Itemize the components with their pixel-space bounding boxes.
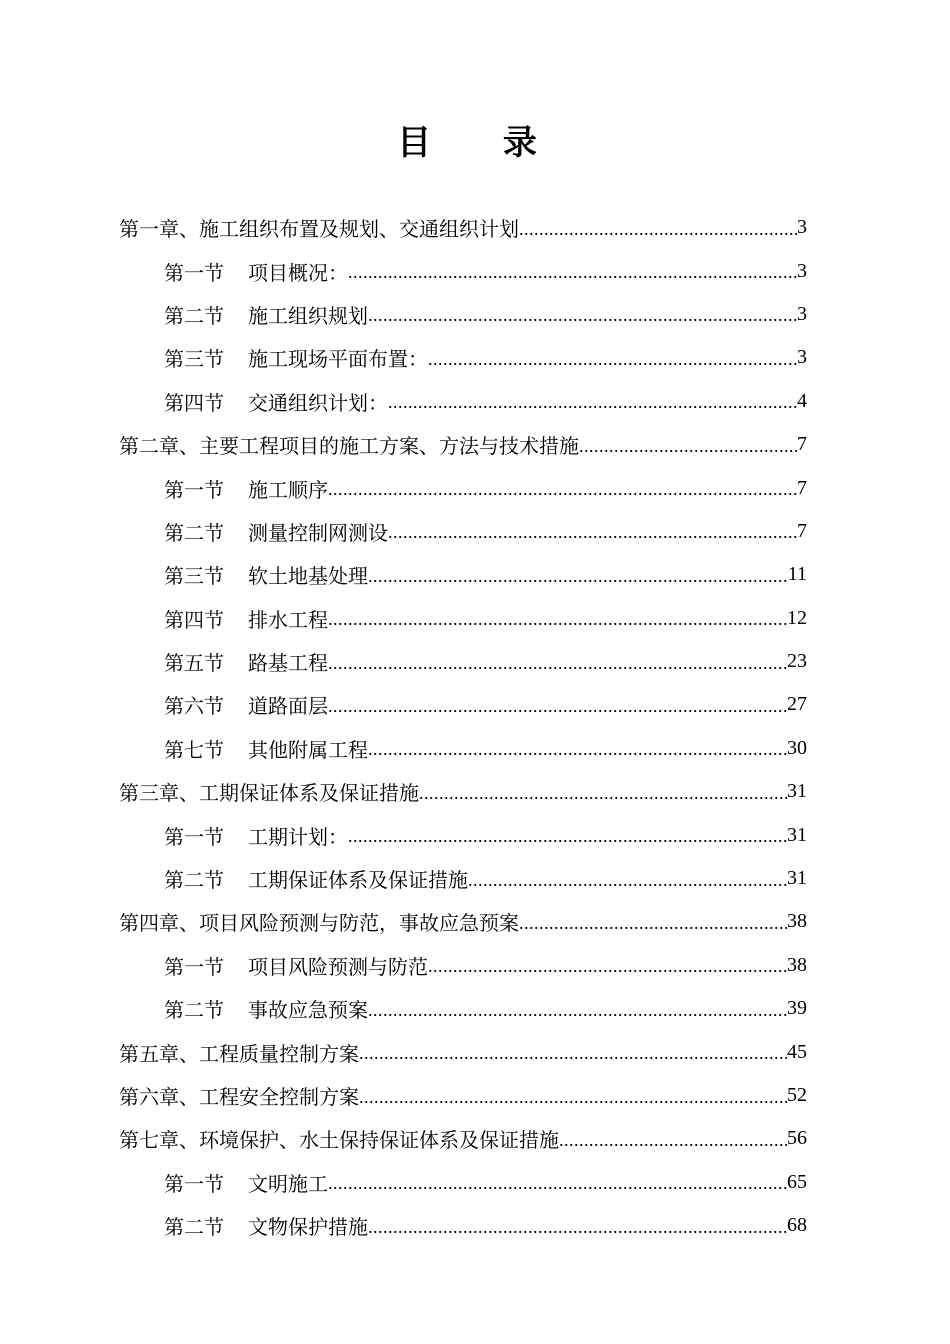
toc-entry-label: 项目风险预测与防范 [248,954,428,979]
toc-dot-leader [328,651,787,673]
toc-page-number: 3 [797,346,807,369]
toc-section-number: 第六节 [164,694,224,719]
toc-section-entry[interactable] [119,683,807,726]
toc-page-number: 3 [797,259,807,282]
toc-section-number: 第三节 [164,347,224,372]
toc-dot-leader [428,347,797,369]
toc-chapter-entry[interactable] [119,1030,807,1073]
toc-entry-label: 第七章、环境保护、水土保持保证体系及保证措施 [119,1128,559,1153]
toc-section-entry[interactable] [119,857,807,900]
toc-entry-label: 第四章、项目风险预测与防范，事故应急预案 [119,911,519,936]
toc-dot-leader [348,824,787,846]
toc-dot-leader [328,694,787,716]
toc-section-number: 第四节 [164,390,224,415]
toc-section-number: 第四节 [164,607,224,632]
toc-section-number: 第二节 [164,998,224,1023]
toc-entry-label: 施工现场平面布置： [248,347,428,372]
toc-entry-label: 第一章、施工组织布置及规划、交通组织计划 [119,217,519,242]
toc-dot-leader [579,434,797,456]
toc-dot-leader [359,1041,787,1063]
toc-page-number: 23 [787,650,807,673]
toc-section-entry[interactable] [119,944,807,987]
toc-dot-leader [368,1215,787,1237]
toc-page-number: 4 [797,389,807,412]
toc-dot-leader [368,303,797,325]
toc-entry-label: 道路面层 [248,694,328,719]
toc-page-number: 31 [787,867,807,890]
toc-section-entry[interactable] [119,510,807,553]
toc-entry-label: 路基工程 [248,651,328,676]
toc-section-entry[interactable] [119,293,807,336]
toc-section-entry[interactable] [119,336,807,379]
toc-entry-label: 排水工程 [248,607,328,632]
toc-page-number: 12 [787,606,807,629]
toc-entry-label: 文物保护措施 [248,1215,368,1240]
toc-dot-leader [388,520,797,542]
toc-dot-leader [419,781,787,803]
toc-entry-label: 施工顺序 [248,477,328,502]
toc-dot-leader [388,390,797,412]
toc-page-number: 31 [787,780,807,803]
toc-section-number: 第一节 [164,477,224,502]
toc-page-number: 3 [797,302,807,325]
toc-dot-leader [368,998,787,1020]
toc-entry-label: 工期计划： [248,824,348,849]
toc-dot-leader [328,1171,787,1193]
toc-dot-leader [348,260,797,282]
toc-entry-label: 第二章、主要工程项目的施工方案、方法与技术措施 [119,434,579,459]
toc-section-entry[interactable] [119,380,807,423]
toc-page-number: 27 [787,693,807,716]
toc-entry-label: 工期保证体系及保证措施 [248,868,468,893]
toc-page-number: 7 [797,476,807,499]
toc-section-entry[interactable] [119,640,807,683]
page-title: 目 录 [397,123,567,163]
toc-chapter-entry[interactable] [119,770,807,813]
toc-page-number: 31 [787,823,807,846]
toc-section-entry[interactable] [119,727,807,770]
toc-chapter-entry[interactable] [119,206,807,249]
toc-chapter-entry[interactable] [119,1117,807,1160]
toc-chapter-entry[interactable] [119,1074,807,1117]
toc-page-number: 68 [787,1214,807,1237]
toc-dot-leader [519,217,797,239]
toc-section-number: 第五节 [164,651,224,676]
toc-section-entry[interactable] [119,597,807,640]
toc-page-number: 3 [797,216,807,239]
toc-page-number: 52 [787,1084,807,1106]
toc-page-number: 30 [787,736,807,759]
toc-section-entry[interactable] [119,466,807,509]
toc-dot-leader [519,911,787,933]
toc-entry-label: 交通组织计划： [248,390,388,415]
toc-entry-label: 项目概况： [248,260,348,285]
toc-section-entry[interactable] [119,1161,807,1204]
toc-page-number: 56 [787,1127,807,1150]
toc-dot-leader [368,737,787,759]
toc-dot-leader [328,477,797,499]
toc-dot-leader [468,868,787,890]
toc-section-entry[interactable] [119,813,807,856]
toc-section-number: 第二节 [164,1215,224,1240]
toc-page-number: 45 [787,1040,807,1063]
toc-section-number: 第一节 [164,824,224,849]
toc-entry-label: 其他附属工程 [248,737,368,762]
toc-entry-label: 事故应急预案 [248,998,368,1023]
toc-chapter-entry[interactable] [119,900,807,943]
table-of-contents [119,206,807,1247]
toc-entry-label: 第六章、工程安全控制方案 [119,1085,359,1109]
toc-page-number: 38 [787,953,807,976]
toc-page-number: 7 [797,433,807,456]
toc-section-number: 第二节 [164,303,224,328]
toc-section-entry[interactable] [119,1204,807,1247]
toc-section-entry[interactable] [119,249,807,292]
toc-page-number: 11 [787,563,807,586]
toc-page-number: 65 [787,1170,807,1193]
toc-dot-leader [428,954,787,976]
toc-entry-label: 测量控制网测设 [248,520,388,545]
toc-dot-leader [559,1128,787,1150]
toc-section-number: 第二节 [164,868,224,893]
toc-dot-leader [359,1085,787,1107]
toc-section-number: 第一节 [164,954,224,979]
toc-section-number: 第七节 [164,737,224,762]
toc-section-number: 第一节 [164,260,224,285]
toc-dot-leader [328,607,787,629]
toc-page-number: 39 [787,997,807,1020]
toc-chapter-entry[interactable] [119,423,807,466]
toc-page-number: 38 [787,910,807,933]
toc-entry-label: 文明施工 [248,1171,328,1196]
toc-section-number: 第二节 [164,520,224,545]
toc-entry-label: 第三章、工期保证体系及保证措施 [119,781,419,806]
toc-section-number: 第一节 [164,1171,224,1196]
toc-entry-label: 软土地基处理 [248,564,368,589]
toc-entry-label: 第五章、工程质量控制方案 [119,1041,359,1066]
toc-page-number: 7 [797,519,807,542]
toc-section-number: 第三节 [164,564,224,589]
toc-entry-label: 施工组织规划 [248,303,368,328]
toc-section-entry[interactable] [119,987,807,1030]
toc-dot-leader [368,564,788,586]
toc-section-entry[interactable] [119,553,807,596]
